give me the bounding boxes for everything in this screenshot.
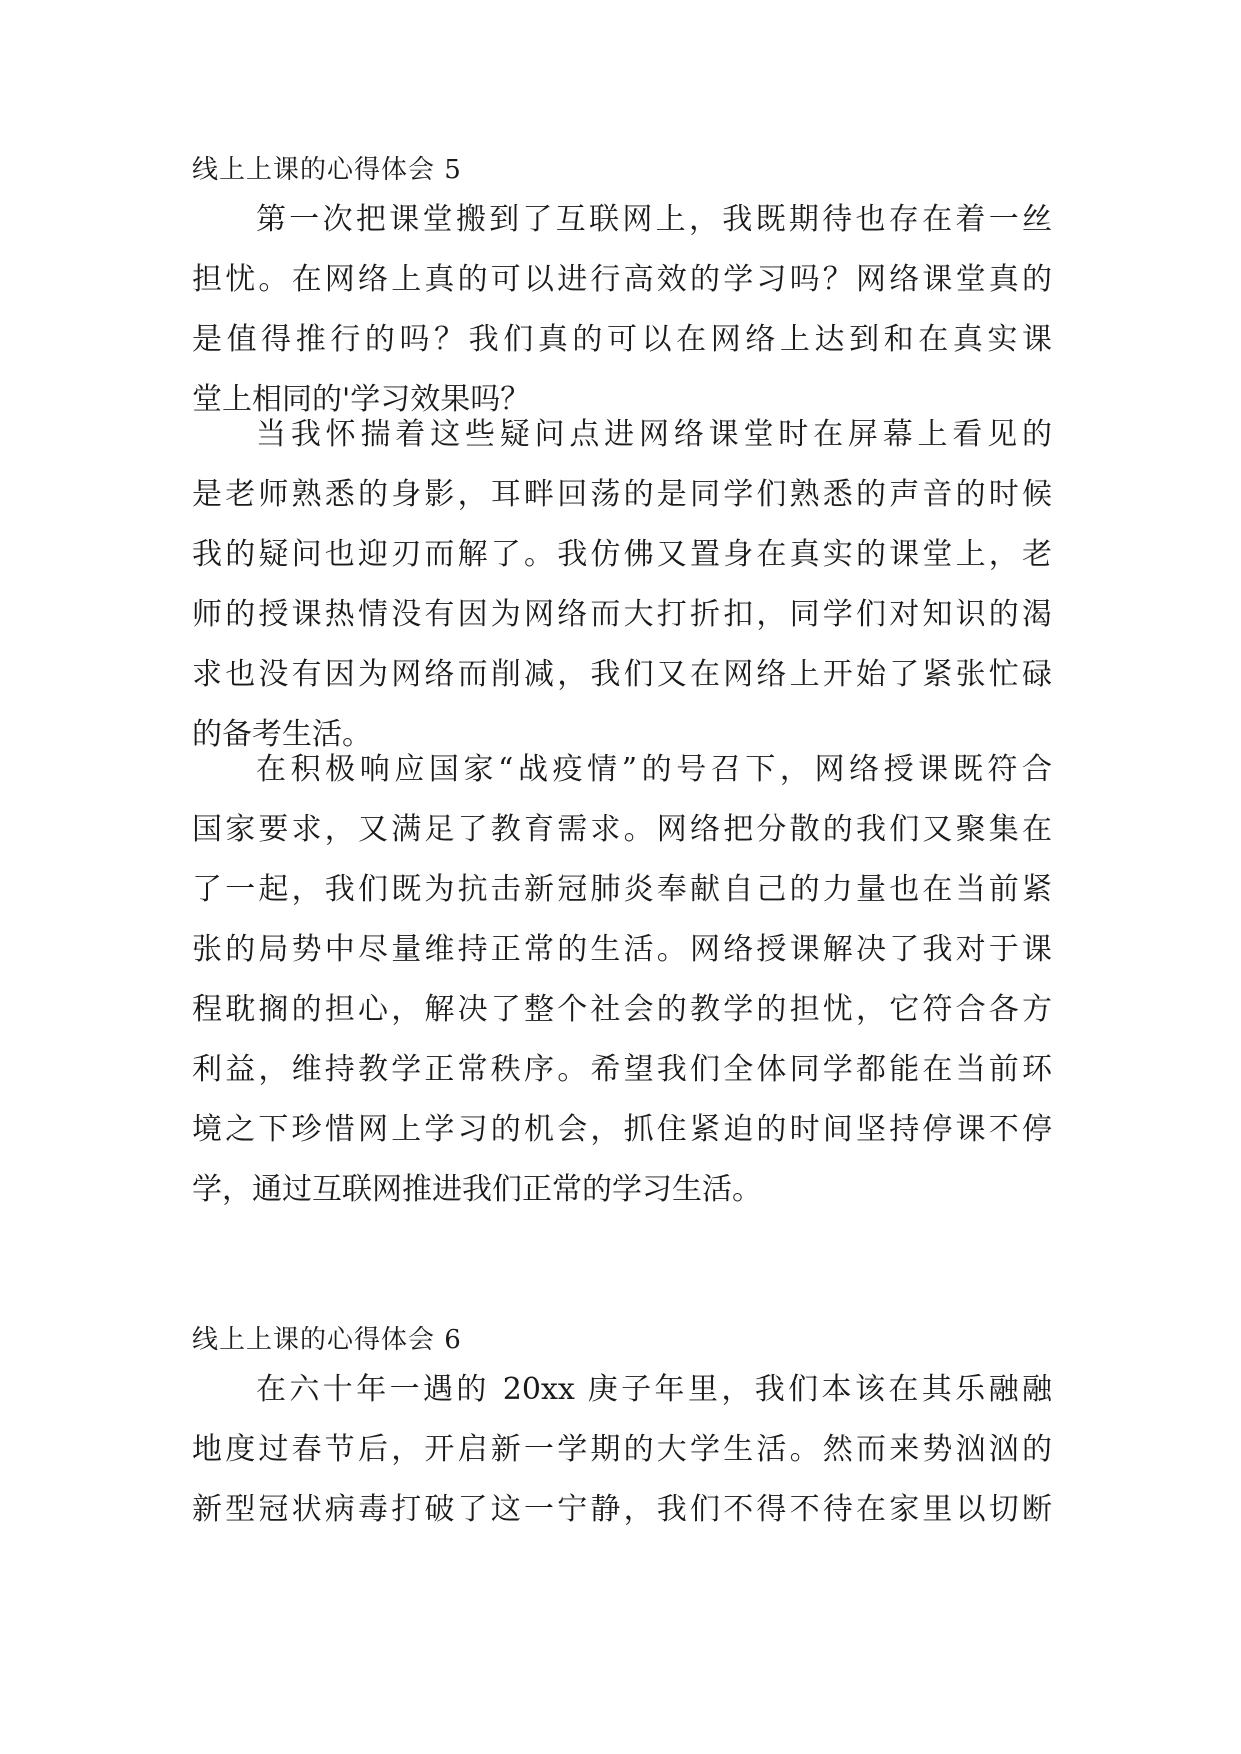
text-line: 师的授课热情没有因为网络而大打折扣，同学们对知识的渴 xyxy=(192,597,1052,632)
text-line: 国家要求，又满足了教育需求。网络把分散的我们又聚集在 xyxy=(192,812,1052,847)
text-line: 第一次把课堂搬到了互联网上，我既期待也存在着一丝 xyxy=(256,202,1052,237)
text-line: 当我怀揣着这些疑问点进网络课堂时在屏幕上看见的 xyxy=(256,417,1052,452)
text-line: 堂上相同的'学习效果吗？ xyxy=(192,382,531,417)
text-line: 了一起，我们既为抗击新冠肺炎奉献自己的力量也在当前紧 xyxy=(192,872,1052,907)
text-line: 新型冠状病毒打破了这一宁静，我们不得不待在家里以切断 xyxy=(192,1492,1052,1527)
text-line: 是值得推行的吗？我们真的可以在网络上达到和在真实课 xyxy=(192,322,1052,357)
text-line: 在积极响应国家“战疫情”的号召下，网络授课既符合 xyxy=(256,752,1052,787)
text-line: 是老师熟悉的身影，耳畔回荡的是同学们熟悉的声音的时候 xyxy=(192,477,1052,512)
paragraph xyxy=(192,190,1052,430)
paragraph xyxy=(192,405,1052,765)
text-line: 张的局势中尽量维持正常的生活。网络授课解决了我对于课 xyxy=(192,932,1052,967)
text-line: 程耽搁的担心，解决了整个社会的教学的担忧，它符合各方 xyxy=(192,992,1052,1027)
section-heading: 线上上课的心得体会 6 xyxy=(192,1325,462,1355)
text-line: 的备考生活。 xyxy=(192,717,372,752)
section-heading: 线上上课的心得体会 5 xyxy=(192,155,462,185)
text-line: 地度过春节后，开启新一学期的大学生活。然而来势汹汹的 xyxy=(192,1432,1052,1467)
text-line: 担忧。在网络上真的可以进行高效的学习吗？网络课堂真的 xyxy=(192,262,1052,297)
text-line: 境之下珍惜网上学习的机会，抓住紧迫的时间坚持停课不停 xyxy=(192,1112,1052,1147)
text-line: 利益，维持教学正常秩序。希望我们全体同学都能在当前环 xyxy=(192,1052,1052,1087)
text-line: 求也没有因为网络而削减，我们又在网络上开始了紧张忙碌 xyxy=(192,657,1052,692)
text-line: 学，通过互联网推进我们正常的学习生活。 xyxy=(192,1172,762,1207)
text-line: 我的疑问也迎刃而解了。我仿佛又置身在真实的课堂上，老 xyxy=(192,537,1052,572)
paragraph xyxy=(192,1360,1052,1540)
paragraph xyxy=(192,740,1052,1220)
text-line: 在六十年一遇的 20xx 庚子年里，我们本该在其乐融融 xyxy=(256,1372,1052,1407)
